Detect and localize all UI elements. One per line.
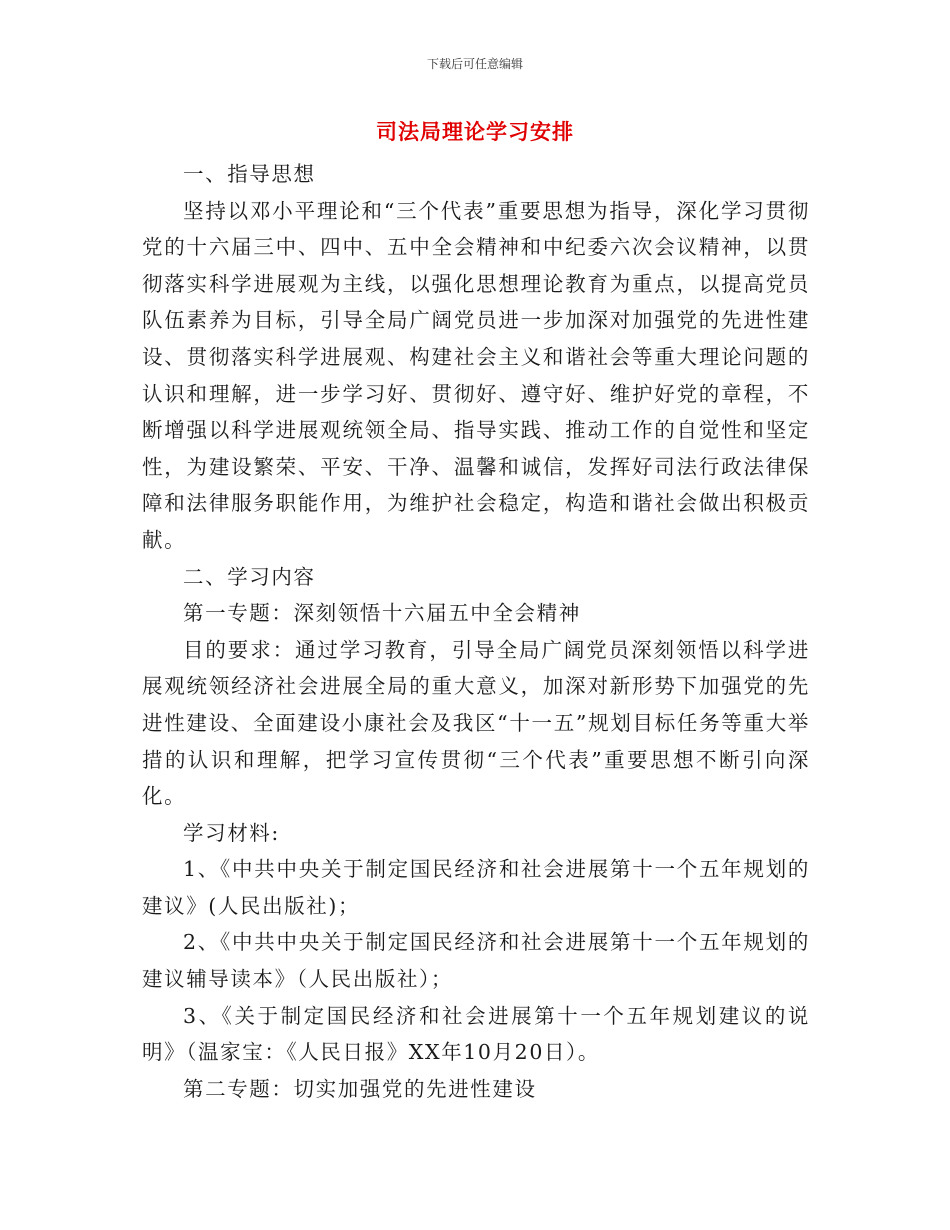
paragraph-objectives: 目的要求：通过学习教育，引导全局广阔党员深刻领悟以科学进展观统领经济社会进展全局的重大意义，加深对新形势下加强党的先进性建设、全面建设小康社会及我区“十一五”规划目标任务等重大举措的认识和理解，把学习宣传贯彻“三个代表”重要思想不断引向深化。 [142, 637, 810, 809]
paragraph-guiding-ideology: 坚持以邓小平理论和“三个代表”重要思想为指导，深化学习贯彻党的十六届三中、四中、五中全会精神和中纪委六次会议精神，以贯彻落实科学进展观为主线，以强化思想理论教育为重点，以提高党员队伍素养为目标，引导全局广阔党员进一步加深对加强党的先进性建设、贯彻落实科学进展观、构建社会主义和谐社会等重大理论问题的认识和理解，进一步学习好、贯彻好、遵守好、维护好党的章程，不断增强以科学进展观统领全局、指导实践、推动工作的自觉性和坚定性，为建设繁荣、平安、干净、温馨和诚信，发挥好司法行政法律保障和法律服务职能作用，为维护社会稳定，构造和谐社会做出积极贡献。 [142, 198, 810, 552]
material-item-2: 2、《中共中央关于制定国民经济和社会进展第十一个五年规划的建议辅导读本》（人民出版社）； [142, 930, 810, 992]
topic-one-heading: 第一专题：深刻领悟十六届五中全会精神 [183, 601, 581, 626]
material-item-1: 1、《中共中央关于制定国民经济和社会进展第十一个五年规划的建议》(人民出版社)； [142, 857, 810, 918]
page-header-note: 下载后可任意编辑 [426, 57, 523, 71]
section-heading-guiding-ideology: 一、指导思想 [183, 162, 316, 186]
study-materials-label: 学习材料: [183, 820, 280, 845]
document-title: 司法局理论学习安排 [376, 120, 574, 144]
material-item-3: 3、《关于制定国民经济和社会进展第十一个五年规划建议的说明》（温家宝：《人民日报》XX年10月20日）。 [142, 1003, 810, 1065]
section-heading-study-content: 二、学习内容 [183, 564, 316, 589]
document-body [142, 156, 810, 1107]
topic-two-heading: 第二专题：切实加强党的先进性建设 [183, 1076, 537, 1101]
